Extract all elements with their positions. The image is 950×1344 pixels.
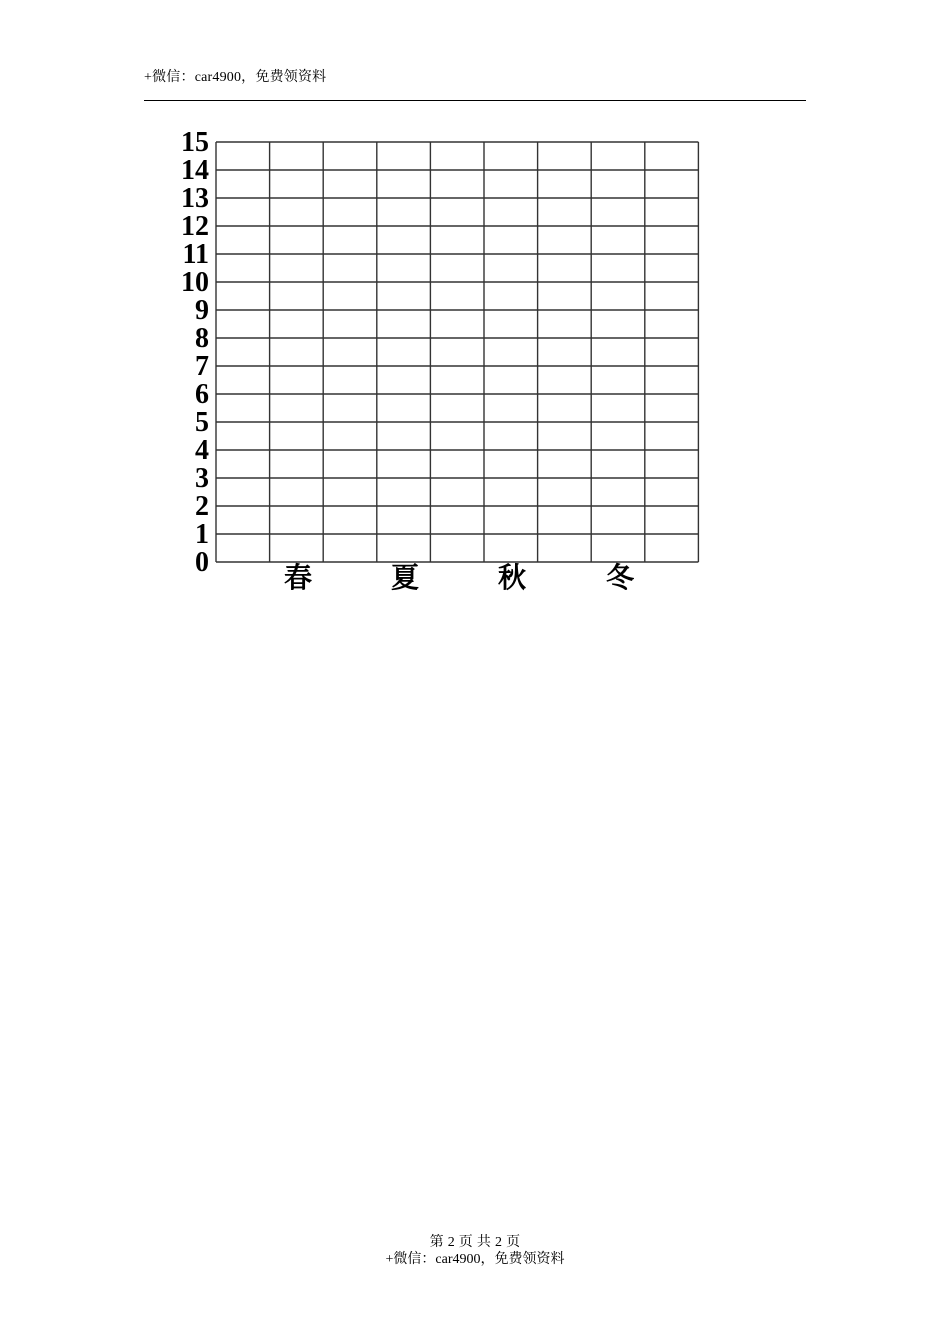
header-divider bbox=[144, 100, 806, 101]
y-axis-tick-label: 0 bbox=[195, 547, 209, 578]
y-axis-tick-label: 3 bbox=[195, 463, 209, 494]
footer-contact-note: +微信：car4900，免费领资料 bbox=[385, 1252, 565, 1267]
y-axis-tick-label: 15 bbox=[181, 127, 209, 158]
y-axis-tick-label: 14 bbox=[181, 155, 209, 186]
y-axis-tick-label: 1 bbox=[195, 519, 209, 550]
y-axis-tick-label: 8 bbox=[195, 323, 209, 354]
y-axis-tick-label: 7 bbox=[195, 351, 209, 382]
y-axis-tick-label: 11 bbox=[182, 239, 209, 270]
y-axis-tick-label: 10 bbox=[181, 267, 209, 298]
y-axis-tick-label: 2 bbox=[195, 491, 209, 522]
y-axis-tick-label: 13 bbox=[181, 183, 209, 214]
x-axis-season-label: 秋 bbox=[497, 561, 527, 594]
blank-bar-chart-grid bbox=[160, 120, 720, 600]
y-axis-tick-label: 6 bbox=[195, 379, 209, 410]
x-axis-season-label: 冬 bbox=[605, 561, 635, 594]
y-axis-tick-label: 4 bbox=[195, 435, 209, 466]
y-axis-tick-label: 9 bbox=[195, 295, 209, 326]
y-axis-tick-label: 12 bbox=[181, 211, 209, 242]
grid-svg bbox=[160, 120, 720, 600]
header-contact-note: +微信：car4900，免费领资料 bbox=[144, 70, 327, 85]
y-axis-tick-label: 5 bbox=[195, 407, 209, 438]
page-number: 第 2 页 共 2 页 bbox=[429, 1235, 521, 1250]
x-axis-season-label: 春 bbox=[283, 561, 313, 594]
x-axis-season-label: 夏 bbox=[390, 561, 420, 594]
